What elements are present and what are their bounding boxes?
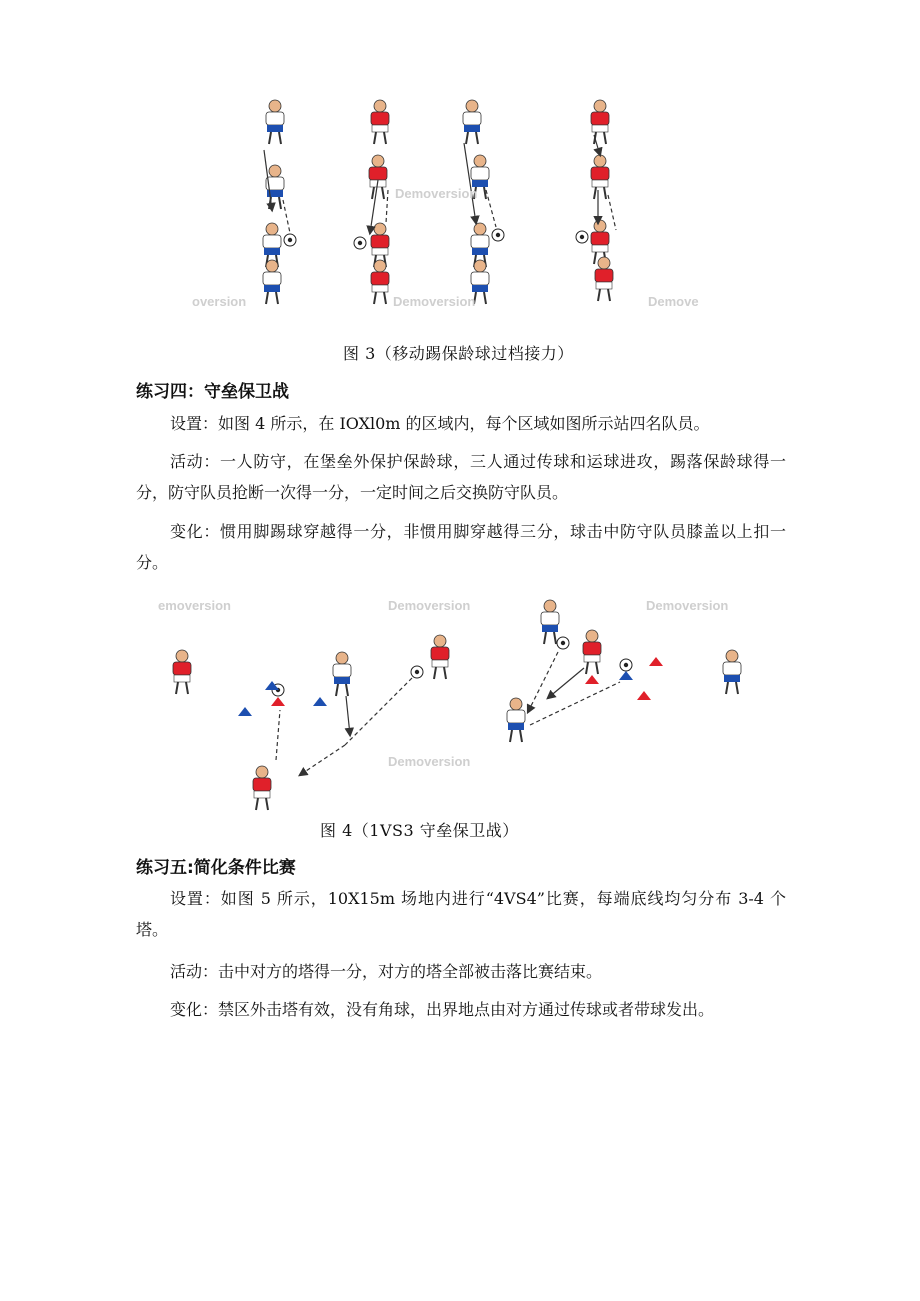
section-5-variation: 变化：禁区外击塔有效，没有角球，出界地点由对方通过传球或者带球发出。 — [170, 1000, 715, 1019]
section-4-setup: 设置：如图 4 所示，在 IOXl0m 的区域内，每个区域如图所示站四名队员。 — [170, 414, 710, 433]
section-4-activity: 活动：一人防守，在堡垒外保护保龄球，三人通过传球和运球进攻，踢落保龄球得一分，防守队员抢断一次得一分，一定时间之后交换防守队员。 — [136, 452, 786, 502]
watermark: Demove — [648, 294, 699, 309]
section-5-setup: 设置：如图 5 所示，10X15m 场地内进行“4VS4”比赛，每端底线均匀分布 3-4 个塔。 — [136, 889, 786, 939]
figure-3-caption: 图 3（移动踢保龄球过档接力） — [343, 344, 574, 363]
watermark: emoversion — [158, 598, 231, 613]
watermark: Demoversion — [395, 186, 478, 201]
watermark: Demoversion — [393, 294, 476, 309]
watermark: oversion — [192, 294, 247, 309]
figure-3-diagram — [180, 95, 740, 315]
left-drill — [173, 635, 449, 810]
figure-4-diagram — [150, 590, 770, 815]
section-5-heading: 练习五:简化条件比赛 — [136, 858, 296, 878]
drill-column-2 — [354, 100, 389, 304]
watermark: Demoversion — [388, 754, 471, 769]
section-4-variation: 变化：惯用脚踢球穿越得一分，非惯用脚穿越得三分，球击中防守队员膝盖以上扣一分。 — [136, 522, 786, 572]
right-drill — [507, 600, 741, 742]
section-4-heading: 练习四：守垒保卫战 — [136, 382, 289, 402]
figure-4-caption: 图 4（1VS3 守垒保卫战） — [320, 821, 519, 840]
section-5-activity: 活动：击中对方的塔得一分，对方的塔全部被击落比赛结束。 — [170, 962, 603, 981]
drill-column-1 — [263, 100, 296, 304]
watermark: Demoversion — [388, 598, 471, 613]
drill-column-3 — [463, 100, 504, 304]
watermark: Demoversion — [646, 598, 729, 613]
drill-column-4 — [576, 100, 616, 301]
